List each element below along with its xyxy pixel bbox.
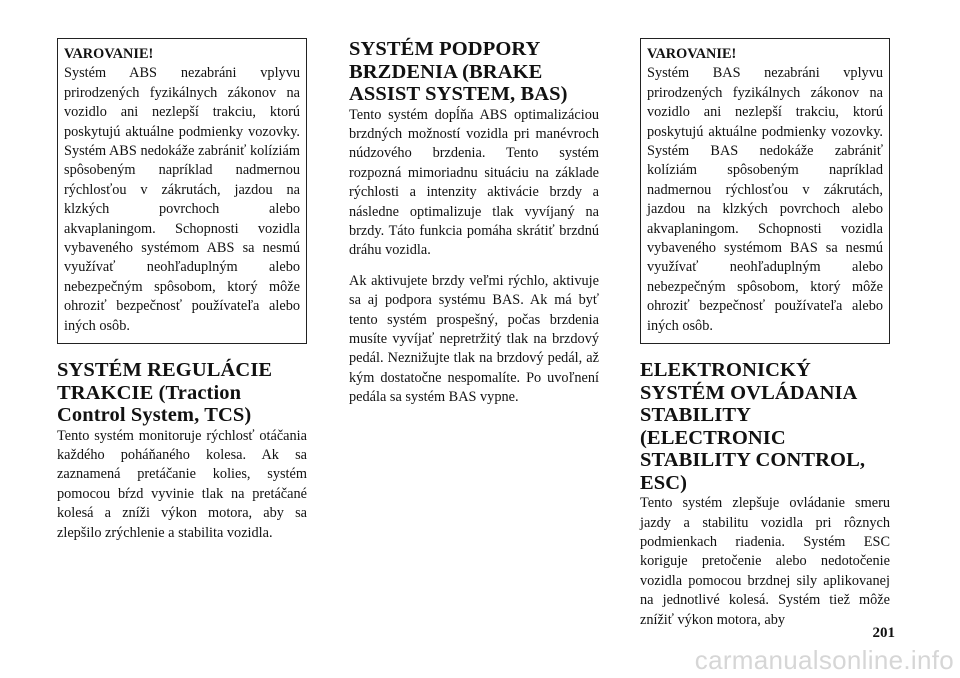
middle-column (349, 38, 599, 408)
esc-heading: ELEKTRONICKÝ SYSTÉM OVLÁDANIA STABILITY (ELECTRONIC STABILITY CONTROL, ESC) (640, 359, 866, 494)
tcs-heading: SYSTÉM REGULÁCIE TRAKCIE (Traction Control System, TCS) (57, 359, 273, 427)
watermark-text: carmanualsonline.info (694, 645, 954, 675)
right-column (640, 38, 890, 630)
left-column (57, 38, 307, 543)
bas-heading: SYSTÉM PODPORY BRZDENIA (BRAKE ASSIST SYSTEM, BAS) (349, 38, 568, 105)
bas-warning-box (640, 38, 890, 344)
abs-warning-box (57, 38, 307, 344)
warning-title: VAROVANIE! (647, 46, 737, 62)
bas-paragraph-1: Tento systém dopĺňa ABS optimalizáciou brzdných možností vozidla pri manévroch núdzového brzdenia. Tento systém rozpozná mimoriadnu situáciu na základe rýchlosti a intenzity aktivácie brzdy a následne optimalizuje tlak vyvíjaný na brzdy. Táto funkcia pomáha skrátiť brzdnú dráhu vozidla. (349, 106, 599, 259)
page-number: 201 (872, 625, 895, 641)
warning-title: VAROVANIE! (64, 46, 154, 62)
bas-paragraph-2: Ak aktivujete brzdy veľmi rýchlo, aktivuje sa aj podpora systému BAS. Ak má byť tento systém prospešný, počas brzdenia musíte vyvíjať nepretržitý tlak na brzdový pedál. Neznižujte tlak na brzdový pedál, až kým dostatočne nespomalíte. Po uvoľnení pedála sa systém BAS vypne. (349, 272, 599, 406)
tcs-body: Tento systém monitoruje rýchlosť otáčania každého poháňaného kolesa. Ak sa zaznamená pretáčanie kolies, systém pomocou bŕzd vyvinie tlak na pretáčané kolesá a zníži výkon motora, aby sa zlepšilo zrýchlenie a stabilita vozidla. (57, 427, 307, 541)
warning-text: Systém ABS nezabráni vplyvu prirodzených fyzikálnych zákonov na vozidlo ani nezlepší trakciu, ktorú poskytujú aktuálne podmienky vozovky. Systém ABS nedokáže zabrániť kolíziám spôsobeným napríklad nadmernou rýchlosťou v zákrutách, jazdou na klzkých povrchoch alebo akvaplaningom. Schopnosti vozidla vybaveného systémom ABS sa nesmú využívať neohľaduplným alebo nebezpečným spôsobom, ktorý môže ohroziť bezpečnosť používateľa alebo iných osôb. (64, 65, 300, 334)
esc-body: Tento systém zlepšuje ovládanie smeru jazdy a stabilitu vozidla pri rôznych podmienkach riadenia. Systém ESC koriguje pretočenie alebo nedotočenie vozidla pomocou brzdnej sily aplikovanej na jednotlivé kolesá. Systém tiež môže znížiť výkon motora, aby (640, 495, 890, 628)
warning-text: Systém BAS nezabráni vplyvu prirodzených fyzikálnych zákonov na vozidlo ani nezlepší trakciu, ktorú poskytujú aktuálne podmienky vozovky. Systém BAS nedokáže zabrániť kolíziám spôsobeným napríklad nadmernou rýchlosťou v zákrutách, jazdou na klzkých povrchoch alebo akvaplaningom. Schopnosti vozidla vybaveného systémom BAS sa nesmú využívať neohľaduplným alebo nebezpečným spôsobom, ktorý môže ohroziť bezpečnosť používateľa alebo iných osôb. (647, 65, 883, 334)
